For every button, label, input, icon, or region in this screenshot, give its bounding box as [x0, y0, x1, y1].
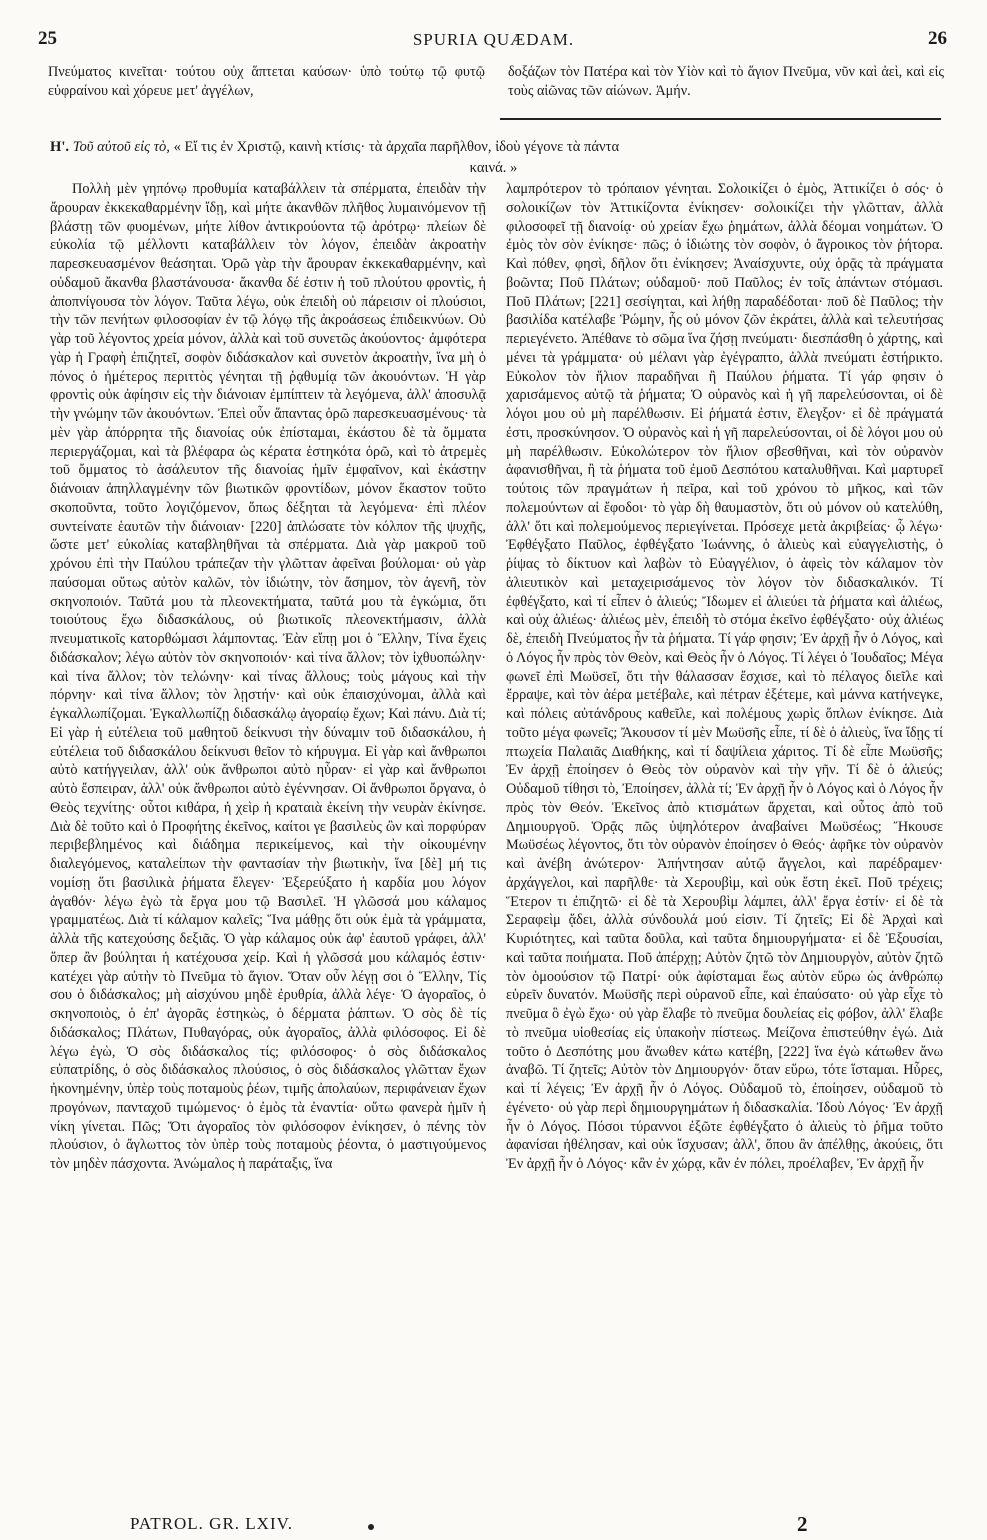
volume-signature: PATROL. GR. LXIV. [130, 1514, 293, 1533]
section-number: Η'. [50, 139, 70, 155]
page-number-right: 26 [928, 28, 947, 49]
previous-homily-ending-right [508, 63, 944, 101]
paragraph: Πολλὴ μὲν γηπόνῳ προθυμία καταβάλλειν τὰ σπέρματα, ἐπειδὰν τὴν ἄρουραν ἐκκεκαθαρμένην ἴδῃ, καὶ μήτε ἀκανθῶν πλῆθος λυμαινόμενον τῇ βλάστῃ τῶν φυομένων, μήτε λίθον ἀντικρούοντα τῷ ἀρότρῳ· πλείων δὲ εὐκολία τῷ μέλλοντι καταβάλλειν τὸν λόγον, ἐπειδὰν ἀκροατὴν παρεσκευασμένον θεάσηται. Ὁρῶ γὰρ τὴν ἄρουραν ἐκκεκαθαρμένην, καὶ οὐδαμοῦ ἄκανθα βλαστάνουσα· ἄκανθα δέ ἐστιν ἡ τοῦ πλούτου φροντὶς, ἡ ἀποπνίγουσα τὸν λόγον. Ταῦτα λέγω, οὐκ ἐπειδὴ οὐ πάρεισιν οἱ πλούσιοι, τὴν τῶν πενήτων φιλοσοφίαν ἐν τῷ λόγῳ τῆς ἀκροάσεως ἐπιδεικνύων. Οὐ γὰρ τοῦ λέγοντος χρεία μόνον, ἀλλὰ καὶ τοῦ συνετῶς ἀκούοντος· ἀμφότερα γὰρ ἡ Γραφὴ ἐπιζητεῖ, σοφὸν διδάσκαλον καὶ συνετὸν ἀκροατὴν, ἵνα μὴ ὁ πόνος ὁ ἡμέτερος περιττὸς γένηται τῇ ῥᾳθυμίᾳ τῶν ἀκουόντων. Ἡ γὰρ φροντὶς οὐκ ἀφίησιν εἰς τὴν διάνοιαν ἐμπίπτειν τὰ λεγόμενα, ἀλλ' ἀποσυλᾷ τὴν γνώμην τῶν ἀκουόντων. Ἐπεὶ οὖν ἅπαντας ὁρῶ παρεσκευασμένους· τὰ μὲν γὰρ ἀπόρρητα τῆς διανοίας οὐκ ἐπίσταμαι, ἑκάστου δὲ τὰ ὄμματα περιεργάζομαι, καὶ τὰ βλέφαρα ὡς κέρατα ἑστηκότα ὁρῶ, καὶ τὸ ἀτρεμὲς τοῦ ὄμματος τὸ ἀσάλευτον τῆς διανοίας ἡμῖν ἐμφαῖνον, καὶ ἑκάστην διάνοιαν ἀπηλλαγμένην τῶν βιωτικῶν φροντίδων, μόνον ἕκαστον τοῦτο σκοποῦντα, τοῦτο λογιζόμενον, ὅπως δέξηται τὰ λεγόμενα· ἐπὶ πλέον συντείνατε ἑαυτῶν τὴν διάνοιαν· [220] ἁπλώσατε τὸν κόλπον τῆς ψυχῆς, ὥστε μετ' εὐκολίας καταβληθῆναι τὰ σπέρματα. Διὰ γὰρ μακροῦ τοῦ χρόνου ἐπὶ τὴν Παύλου τράπεζαν τὴν γλῶτταν ἀφεῖναι βούλομαι· οὐ γὰρ παύσομαι οὕτως αὐτὸν καλῶν, τὸν ἰδιώτην, τὸν ἄσημον, τὸν ἀγενῆ, τὸν σκηνοποιόν. Ταῦτά μου τὰ πλεονεκτήματα, ταῦτά μου τὰ ἐγκώμια, ὅτι τοιούτους ἔχω διδασκάλους, οὐ βιωτικοῖς πλεονεκτήμασιν, ἀλλὰ πνευματικοῖς κατορθώμασι λάμποντας. Ἐὰν εἴπῃ μοι ὁ Ἕλλην, Τίνα ἔχεις διδάσκαλον; λέγω αὐτὸν τὸν σκηνοποιόν· καὶ τίνα ἄλλον; τὸν ἰχθυοπώλην· καὶ τίνα ἄλλον; τὸν τελώνην· καὶ τίνας ἄλλους; τοὺς μάγους καὶ τὴν πόρνην· καὶ τίνα ἄλλον; τὸν λῃστήν· καὶ οὐκ ἐπαισχύνομαι, ἀλλὰ καὶ ἐγκαλλωπίζομαι. Ἐγκαλλωπίζῃ διδασκάλῳ ἀγοραίῳ ἔχων; Καὶ πάνυ. Διὰ τί; Εἰ γὰρ ἡ εὐτέλεια τοῦ μαθητοῦ δείκνυσι τὴν δύναμιν τοῦ διδασκάλου, ἡ εὐτέλεια τοῦ διδασκάλου δείκνυσι θεῖον τὸ κήρυγμα. Εἰ γὰρ καὶ ἄνθρωποι αὐτὸ κατήγγειλαν, ἀλλ' οὐκ ἄνθρωποι αὐτὸ ηὗραν· εἰ γὰρ καὶ ἄνθρωποι αὐτὸ ἔσπειραν, ἀλλ' οὐκ ἄνθρωποι αὐτὸ ἐγέννησαν. Οἱ ἄνθρωποι ὄργανα, ὁ Θεὸς τεχνίτης· οὗτοι κιθάρα, ἡ χεὶρ ἡ κραταιὰ ἐκείνη τὴν νευρὰν ἐκίνησε. Διὰ δὲ τοῦτο καὶ ὁ Προφήτης ἐκεῖνος, καίτοι γε βασιλεὺς ὢν καὶ πορφύραν περιβεβλημένος καὶ διάδημα περικείμενος, καὶ τὴν οἰκουμένην διαλεγόμενος, καταλείπων τὴν φαντασίαν τὴν βιωτικὴν, ἵνα [δὲ] μή τις νομίσῃ ὅτι βασιλικὰ ῥήματα ἔλεγεν· Ἐξερεύξατο ἡ καρδία μου λόγον ἀγαθόν· λέγω ἐγὼ τὰ ἔργα μου τῷ Βασιλεῖ. Ἡ γλῶσσά μου κάλαμος γραμματέως. Διὰ τί κάλαμον καλεῖς; Ἵνα μάθῃς ὅτι οὐκ ἐμὰ τὰ γράμματα, ἀλλὰ τῆς κατεχούσης δεξιᾶς. Ὁ γὰρ κάλαμος οὐκ ἀφ' ἑαυτοῦ γράφει, ἀλλ' ὅπερ ἂν βούληται ἡ κατέχουσα χείρ. Καὶ ἡ γλῶσσά μου κάλαμός ἐστιν· κατέχει γὰρ αὐτὴν τὸ Πνεῦμα τὸ ἅγιον. Ὅταν οὖν λέγῃ σοι ὁ Ἕλλην, Τίς σου ὁ διδάσκαλος; μὴ αἰσχύνου μηδὲ ἐρυθρία, ἀλλὰ λέγε· Ὁ ἀγοραῖος, ὁ σκηνοποιὸς, ὁ ἐπ' ἀγορᾶς ἑστηκὼς, ὁ δέρματα ῥάπτων. Ὁ σὸς δὲ τίς διδάσκαλος; Πλάτων, Πυθαγόρας, οὐκ ἀγοραῖος, ἀλλὰ φιλόσοφος. Εἰ δὲ λέγω ἐγὼ, Ὁ σὸς διδάσκαλος τίς; φιλόσοφος· ὁ σὸς διδάσκαλος εὐπατρίδης, ὁ σὸς διδάσκαλος πλούσιος, ὁ σὸς διδάσκαλος γλῶτταν ἔχων ἠκονημένην, ὑπὲρ τοὺς ποταμοὺς ῥέων, τιμῆς ἀπολαύων, περιφάνειαν ἔχων προγόνων, πανταχοῦ τιμώμενος· ὁ ἐμὸς τὰ ἐναντία· οὕτω φανερὰ ἡμῖν ἡ νίκη γίνεται. Πῶς; Ὅτι ἀγοραῖος τὸν φιλόσοφον ἐνίκησεν, ὁ πένης τὸν πλούσιον, ὁ ἄγλωττος τὸν ὑπὲρ τοὺς ποταμοὺς ῥέοντα, ὁ μαστιγούμενος τὸν μηδὲν πάσχοντα. Ἀνώμαλος ἡ παράταξις, ἵνα [50, 181, 486, 1172]
section-quote: « Εἴ τις ἐν Χριστῷ, καινὴ κτίσις· τὰ ἀρχαῖα παρῆλθον, ἰδοὺ γέγονε τὰ πάντα [173, 139, 620, 155]
paragraph: λαμπρότερον τὸ τρόπαιον γένηται. Σολοικίζει ὁ ἐμὸς, Ἀττικίζει ὁ σός· ὁ σολοικίζων τὸν Ἀττικίζοντα ἐνίκησεν· σολοικίζει τὴν γλῶτταν, ἀλλὰ φιλοσοφεῖ τῇ διανοίᾳ· οὐ χρείαν ἔχω ῥημάτων, ἀλλὰ δέομαι νοημάτων. Ὁ ἐμὸς τὸν σὸν ἐνίκησε· πῶς; ὁ ἰδιώτης τὸν σοφὸν, ὁ ἄγροικος τὸν ῥήτορα. Καὶ πόθεν, φησὶ, δῆλον ὅτι ἐνίκησεν; Ἀναίσχυντε, οὐχ ὁρᾷς τὰ πράγματα βοῶντα; Ποῦ Πλάτων; οὐδαμοῦ· ποῦ Παῦλος; ἐν τοῖς ἁπάντων στόμασι. Ποῦ Πλάτων; [221] σεσίγηται, καὶ λήθῃ παραδέδοται· ποῦ δὲ Παῦλος; τὴν βασιλίδα κατέλαβε Ῥώμην, ἧς οὐ μόνον ζῶν ἐκράτει, ἀλλὰ καὶ τελευτήσας περιεγένετο. Ἀπέθανε τὸ σῶμα ἵνα ζήσῃ πνεύματι· διεσπάσθη ὁ χάρτης, καὶ μένει τὰ γράμματα· οὐ μέλανι γὰρ ἐγέγραπτο, ἀλλὰ πνεύματι ἐστήρικτο. Εὐκολον τὸν ἥλιον παραδῆναι ἢ Παύλου ῥήματα. Τί γάρ φησιν ὁ χαρισάμενος αὐτῷ τὰ ῥήματα; Ὁ οὐρανὸς καὶ ἡ γῆ παρελεύσονται, οἱ δὲ λόγοι μου οὐ μὴ παρέλθωσιν. Εἰ ῥήματά ἐστιν, ἔλεγξον· εἰ δὲ πράγματά ἐστι, προσκύνησον. Ὁ οὐρανὸς καὶ ἡ γῆ παρελεύσονται, οἱ δὲ λόγοι μου οὐ μὴ παρέλθωσιν. Εὐκολώτερον τὸν ἥλιον σβεσθῆναι, καὶ τὸν οὐρανὸν ἀφανισθῆναι, ἢ τὰ ῥήματα τοῦ ἐμοῦ Δεσπότου καταλυθῆναι. Καὶ μαρτυρεῖ τούτοις τῶν πραγμάτων ἡ πεῖρα, καὶ τοῦ χρόνου τὸ μῆκος, καὶ τῶν πολεμούντων αἱ ἔφοδοι· τὸ γὰρ δὴ θαυμαστὸν, ὅτι οὐ μόνον οὐ κατελύθη, ἀλλ' ὅτι καὶ πολεμούμενος περιεγίνεται. Πρόσεχε μετὰ ἀκριβείας· ᾧ λέγω· Ἐφθέγξατο Παῦλος, ἐφθέγξατο Ἰωάννης, ὁ ἁλιεὺς καὶ εὐαγγελιστὴς, ὁ ῥίψας τὸ δίκτυον καὶ λαβὼν τὸ Εὐαγγέλιον, ὁ ἀφεὶς τὸν κάλαμον τὸν ἁλιευτικὸν καὶ μεταχειρισάμενος τὸν λόγον τὸν διδασκαλικόν. Τί ἐφθέγξατο, καὶ τί εἶπεν ὁ ἁλιεύς; Ἴδωμεν εἰ ἁλιεύει τὰ ῥήματα καὶ ἁλιέως, καὶ οὐχ ἁλιέως· ἁλιέως μὲν, ἐπειδὴ τὸ στόμα ἐκεῖνο ἐφθέγξατο· οὐχ ἁλιέως δὲ, ἐπειδὴ Πνεύματος ἦν τὰ ῥήματα. Τί γάρ φησιν; Ἐν ἀρχῇ ἦν ὁ Λόγος, καὶ ὁ Λόγος ἦν πρὸς τὸν Θεὸν, καὶ Θεὸς ἦν ὁ Λόγος. Τί λέγει ὁ Ἰουδαῖος; Μέγα φωνεῖ ἐπὶ Μωϋσεῖ, ὅτι τὴν θάλασσαν ἔσχισε, καὶ τὸ πέλαγος διεῖλε καὶ ἔρραψε, καὶ τὸν ἀέρα μετέβαλε, καὶ πέτραν ἐξέτεμε, καὶ μάννα κατήνεγκε, καὶ πόλεις αὐτάνδρους καθεῖλε, καὶ πολέμους χωρὶς ὅπλων ἐνίκησε. Διὰ τοῦτο μέγα φωνεῖς; Ἄκουσον τί μὲν Μωϋσῆς εἶπε, τί δὲ ὁ ἁλιεὺς, ἵνα ἴδῃς τί πτωχεία Παλαιᾶς Διαθήκης, καὶ τί δαψίλεια χάριτος. Τί δὲ εἶπε Μωϋσῆς; Ἐν ἀρχῇ ἐποίησεν ὁ Θεὸς τὸν οὐρανὸν καὶ τὴν γῆν. Τί δὲ ὁ ἁλιεύς; Οὐδαμοῦ τίθησι τὸ, Ἐποίησεν, ἀλλὰ τί; Ἐν ἀρχῇ ἦν ὁ Λόγος καὶ ὁ Λόγος ἦν πρὸς τὸν Θεόν. Ἐκεῖνος ἀπὸ κτισμάτων ἄρχεται, καὶ οὗτος ἀπὸ τοῦ Δημιουργοῦ. Ὁρᾷς πῶς ὑψηλότερον ἀναβαίνει Μωϋσέως; Ἤκουσε Μωϋσέως λέγοντος, ὅτι τὸν οὐρανὸν ἐποίησεν ὁ Θεός· ἀφῆκε τὸν οὐρανὸν καὶ ἀνέβη ἀνώτερον· Ἀπήντησαν αὐτῷ ἄγγελοι, καὶ παρέδραμεν· ἀρχάγγελοι, καὶ παρῆλθε· τὰ Χερουβὶμ, καὶ οὐκ ἔστη ἐκεῖ. Ποῦ τρέχεις; Ἕτερον τι ἐπιζητῶ· εἰ δὲ τὰ Χερουβὶμ λάμπει, ἀλλ' ἔργα ἐστίν· εἰ δὲ τὰ Σεραφεὶμ ᾄδει, ἀλλὰ σύνδουλά μού εἰσιν. Τί ζητεῖς; Εἰ δὲ Ἀρχαὶ καὶ Κυριότητες, καὶ ταῦτα δοῦλα, καὶ ταῦτα δημιουργήματα· εἰ δὲ Ἐξουσίαι, καὶ ταῦτα ποιήματα. Ποῦ ἀπέρχῃ; Αὐτὸν ζητῶ τὸν Δημιουργὸν, αὐτὸν ζητῶ τὸν ὁμοούσιον τῷ Πατρί· οὐκ ἀφίσταμαι ἕως αὐτὸν εὕρω ὡς ἀνθρώπῳ εὑρεῖν δυνατόν. Μωϋσῆς περὶ οὐρανοῦ εἶπε, καὶ ἐπαύσατο· οὐ γὰρ εἶχε τὸ πνεῦμα ὃ ἐγὼ ἔχω· οὐ γὰρ ἔλαβε τὸ πνεῦμα δουλείας εἰς φόβον, ἀλλ' ἔλαβε τὸ πνεῦμα υἱοθεσίας εἰς ὑπακοὴν πίστεως. Μείζονα ἐπιστεύθην ἐγώ. Διὰ τοῦτο ὁ Δεσπότης μου ἄνωθεν κάτω κατέβη, [222] ἵνα ἐγὼ κάτωθεν ἄνω ἀναβῶ. Τί ζητεῖς; Αὐτὸν τὸν Δημιουργόν· ὅταν εὕρω, τότε ἵσταμαι. Ηὗρες, καὶ τί λέγεις; Ἐν ἀρχῇ ἦν ὁ Λόγος. Οὐδαμοῦ τὸ, ἐποίησεν, οὐδαμοῦ τὸ ἐγένετο· οὐ γὰρ περὶ δημιουργημάτων ἡ διδασκαλία. Ἰδοὺ Λόγος· Ἐν ἀρχῇ ἦν ὁ Λόγος. Πόσοι τύραννοι ἐξῶτε ἐφθέγξατο ὁ ἁλιεὺς τὸ ῥῆμα τοῦτο ἀφανίσαι ἠθέλησαν, καὶ οὐκ ἴσχυσαν; ἀλλ', ὅπου ἂν ἀπέλθῃς, ἀκούεις, ὅτι Ἐν ἀρχῇ ἦν ὁ Λόγος· κἂν ἐν χώρᾳ, κἂν ἐν πόλει, προέλαβεν, Ἐν ἀρχῇ ἦν [506, 181, 943, 1172]
running-header [0, 28, 987, 54]
page-number-left: 25 [38, 28, 57, 49]
section-heading [50, 138, 943, 157]
section-title: Τοῦ αὐτοῦ εἰς τὸ, [72, 139, 170, 155]
page-footer [0, 1514, 987, 1536]
quire-number: 2 [797, 1512, 808, 1536]
text-column-left [50, 180, 486, 1174]
ink-mark [368, 1524, 374, 1530]
paragraph: Πνεύματος κινεῖται· τούτου οὐχ ἅπτεται καύσων· ὑπὸ τούτῳ τῷ φυτῷ εὐφραίνου καὶ χόρευε μετ' ἀγγέλων, [48, 64, 485, 99]
previous-homily-ending-left [48, 63, 485, 101]
running-title: SPURIA QUÆDAM. [412, 30, 575, 49]
paragraph: δοξάζων τὸν Πατέρα καὶ τὸν Υἱὸν καὶ τὸ ἅγιον Πνεῦμα, νῦν καὶ ἀεὶ, καὶ εἰς τοὺς αἰῶνας τῶν αἰώνων. Ἀμήν. [508, 64, 944, 99]
text-column-right [506, 180, 943, 1174]
section-divider [500, 118, 941, 120]
section-quote-end: καινά. » [469, 160, 518, 176]
